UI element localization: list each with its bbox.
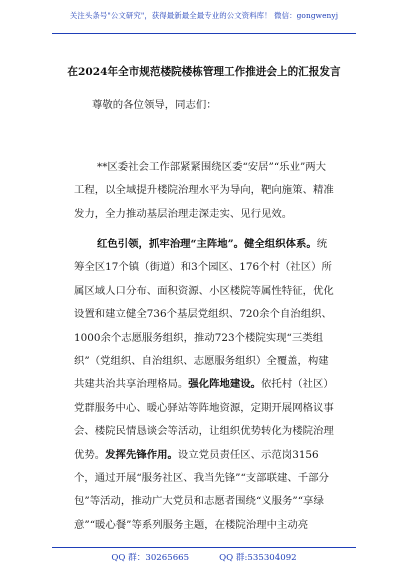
body-text-section1: [74, 233, 336, 537]
section1-sub1-heading: 健全组织体系。: [244, 238, 317, 250]
section1-paragraph: [74, 233, 336, 537]
section1-sub2-text: 依托村（社区）党群服务中心、暖心驿站等阵地资源，定期开展网格议事会、楼院民情恳谈会等活动，让组织优势转化为楼院治理优势。: [74, 378, 334, 461]
header-note: 关注头条号"公文研究"，获得最新最全最专业的公文资料库！ 微信：gongwenyj: [69, 11, 339, 20]
document-title: 在2024年全市规范楼院楼栋管理工作推进会上的汇报发言: [67, 66, 341, 78]
section1-sub1-text: 统筹全区17个镇（街道）和3个园区、176个村（社区）所属区域人口分布、面积资源、小区楼院等属性特征，优化设置和建立健全736个基层党组织、720余个自治组织、1000余个志愿服务组织，推动723个楼院实现“三类组织”（党组织、自治组织、志愿服务组织）全覆盖，构建共建共治共享治理格局。: [74, 238, 334, 391]
section1-sub2-heading: 强化阵地建设。: [188, 378, 262, 391]
footer-qq-group-2: QQ 群:535304092: [219, 553, 297, 563]
salutation: 尊敬的各位领导，同志们：: [92, 99, 217, 111]
footer-qq-group-1: QQ 群：30265665: [111, 553, 190, 563]
footer-divider: [52, 547, 356, 548]
intro-text: **区委社会工作部紧紧围绕区委“安居”“乐业”两大工程，以全域提升楼院治理水平为导向，靶向施策、精准发力，全力推动基层治理走深走实、见行见效。: [74, 161, 334, 220]
footer-note: [0, 551, 408, 563]
section1-sub3-text: 设立党员责任区、示范岗3156个，通过开展“服务社区、我当先锋”“支部联建、千部分包”等活动，推动广大党员和志愿者围绕“义服务”“享绿意”“暖心餐”等系列服务主题，在楼院治理中主动亮: [74, 448, 329, 531]
intro-paragraph: [74, 156, 336, 226]
section1-heading: 红色引领，抓牢治理“主阵地”。: [97, 238, 245, 250]
body-text: [74, 156, 336, 226]
header-divider: [52, 33, 356, 34]
section1-sub3-heading: 发挥先锋作用。: [105, 448, 178, 461]
